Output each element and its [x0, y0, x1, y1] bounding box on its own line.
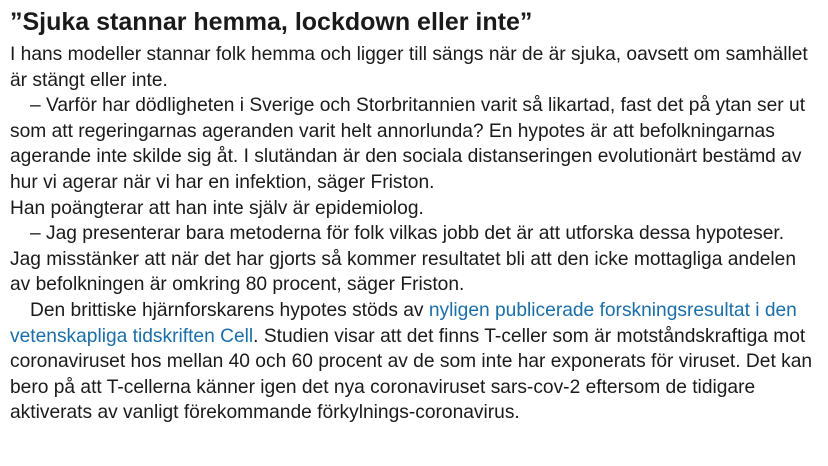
paragraph-cell-study: [10, 298, 820, 426]
paragraph-quote-friston-2: – Jag presenterar bara metoderna för folk vilkas jobb det är att utforska dessa hypoteser. Jag misstänker att när det har gjorts så kommer resultatet bli att den icke mottagliga andelen av befolkningen är omkring 80 procent, säger Friston.: [10, 223, 797, 296]
cell-study-link[interactable]: nyligen publicerade forskningsresultat i den vetenskapliga tidskriften Cell: [10, 299, 797, 347]
paragraph-quote-friston-1: – Varför har dödligheten i Sverige och Storbritannien varit så likartad, fast det på ytan ser ut som att regeringarnas ageranden varit helt annorlunda? En hypotes är att befolkningarnas agerande inte skilde sig åt. I slutändan är den sociala distanseringen evolutionärt bestämd av hur vi agerar när vi har en infektion, säger Friston.: [10, 95, 806, 193]
paragraph-cell-study-lead: Den brittiske hjärnforskarens hypotes stöds av: [30, 299, 429, 321]
article-headline: ”Sjuka stannar hemma, lockdown eller inte”: [10, 8, 533, 36]
paragraph-intro: I hans modeller stannar folk hemma och ligger till sängs när de är sjuka, oavsett om samhället är stängt eller inte.: [10, 44, 808, 91]
paragraph-epidemiologist-note: Han poängterar att han inte själv är epidemiolog.: [10, 197, 424, 219]
paragraph-cell-study-rest: . Studien visar att det finns T-celler som är motståndskraftiga mot coronaviruset hos mellan 40 och 60 procent av de som inte har exponerats för viruset. Det kan bero på att T-cellerna känner igen det nya coronaviruset sars-cov-2 eftersom de tidigare aktiverats av vanligt förekommande förkylnings-coronavirus.: [10, 325, 813, 424]
